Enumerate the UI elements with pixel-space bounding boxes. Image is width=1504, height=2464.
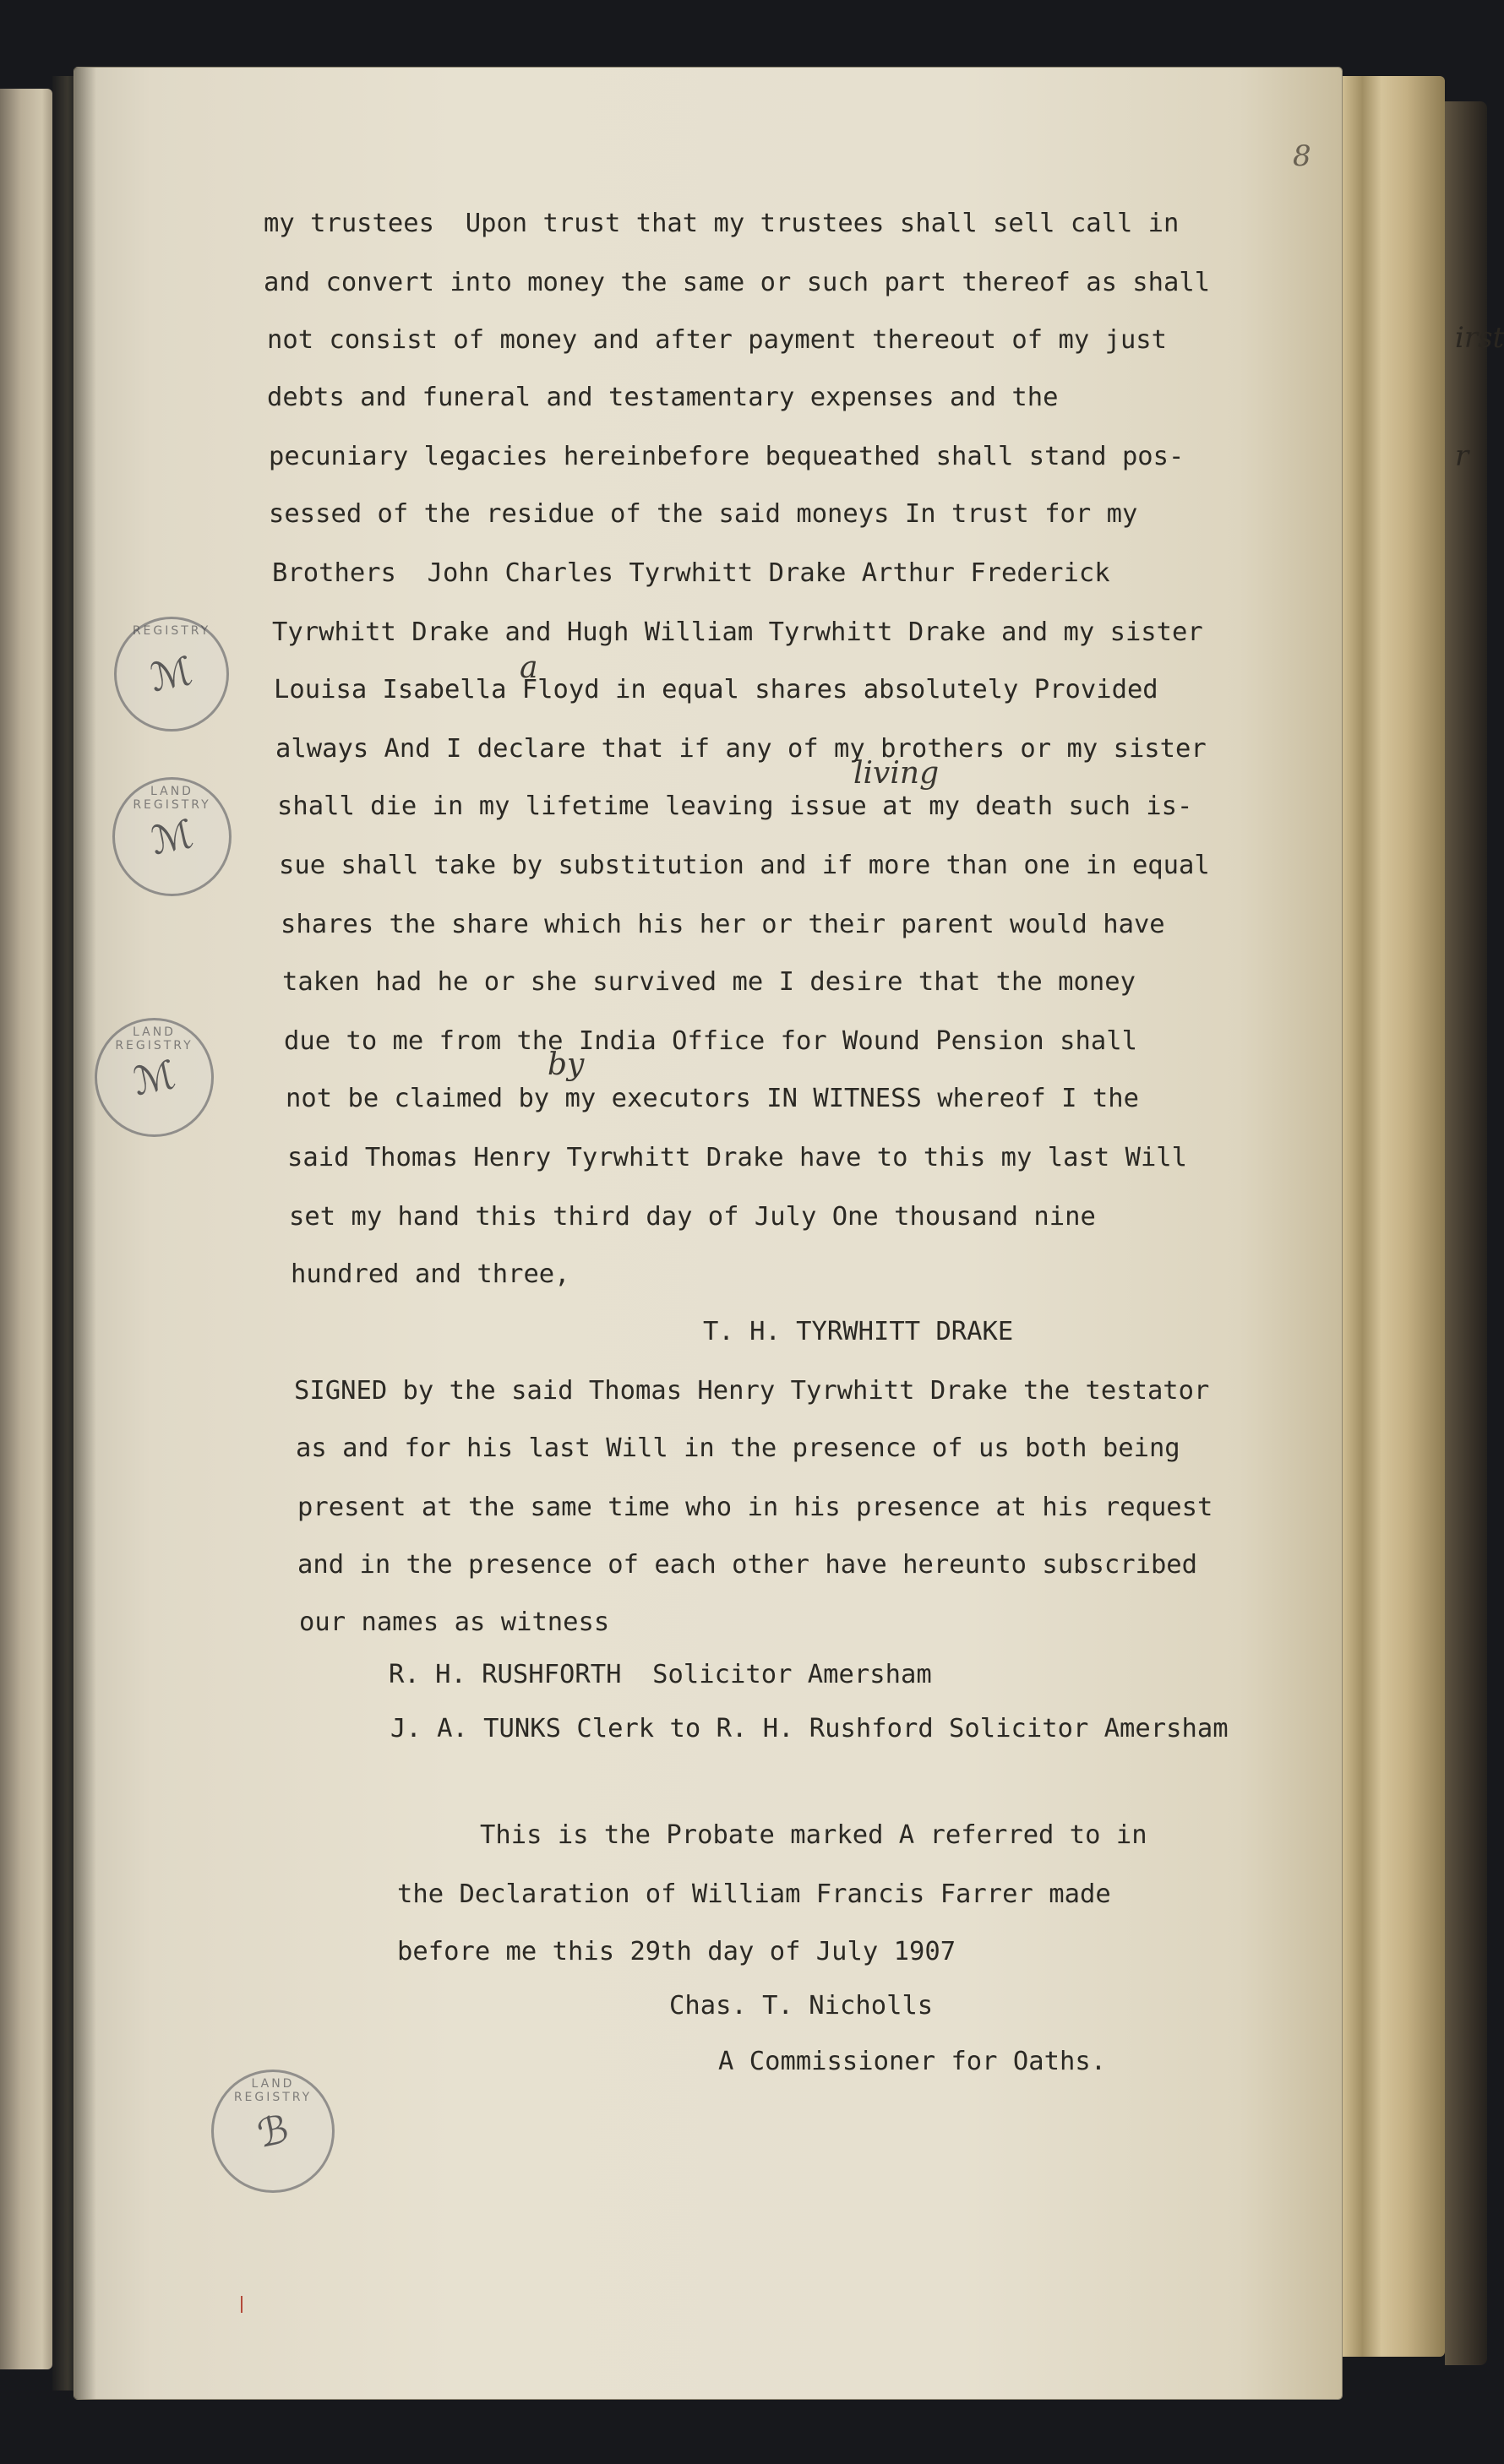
stamp-initials: ℳ <box>146 647 197 701</box>
commissioner-title: A Commissioner for Oaths. <box>718 2047 1107 2076</box>
attestation-line: SIGNED by the said Thomas Henry Tyrwhitt Drake the testator <box>294 1376 1210 1406</box>
margin-note: r <box>1455 439 1469 473</box>
attestation-line: and in the presence of each other have hereunto subscribed <box>297 1550 1198 1580</box>
adjacent-left-page <box>0 89 52 2369</box>
commissioner-name: Chas. T. Nicholls <box>669 1991 934 2021</box>
body-line: debts and funeral and testamentary expenses and the <box>267 383 1059 412</box>
body-line: not be claimed by my executors IN WITNESS whereof I the <box>286 1084 1139 1113</box>
attestation-line: present at the same time who in his presence at his request <box>297 1493 1213 1522</box>
body-line: Brothers John Charles Tyrwhitt Drake Arthur Frederick <box>272 558 1110 588</box>
body-line: shares the share which his her or their parent would have <box>281 910 1165 939</box>
body-line: Louisa Isabella Floyd in equal shares absolutely Provided <box>274 675 1158 704</box>
testator-signature: T. H. TYRWHITT DRAKE <box>703 1317 1014 1346</box>
attestation-line: as and for his last Will in the presence of us both being <box>296 1433 1180 1463</box>
body-line: taken had he or she survived me I desire that the money <box>282 967 1136 997</box>
stamp-ring-text: LAND REGISTRY <box>115 1025 193 1053</box>
body-line: pecuniary legacies hereinbefore bequeathed shall stand pos- <box>269 442 1185 471</box>
probate-line: the Declaration of William Francis Farrer made <box>397 1879 1111 1909</box>
body-line: shall die in my lifetime leaving issue at my death such is- <box>277 791 1193 821</box>
stamp-initials: ℳ <box>128 1050 180 1105</box>
registry-stamp <box>95 1018 214 1137</box>
body-line: hundred and three, <box>291 1259 570 1289</box>
body-line: due to me from the India Office for Wound Pension shall <box>284 1026 1137 1056</box>
witness-line: R. H. RUSHFORTH Solicitor Amersham <box>389 1660 932 1689</box>
red-mark <box>241 2296 242 2313</box>
registry-stamp <box>112 777 232 896</box>
will-body-text <box>264 209 1311 2076</box>
registry-stamp <box>211 2070 335 2193</box>
stamp-initials: ℳ <box>146 809 198 864</box>
stamp-ring-text: LAND REGISTRY <box>233 2077 313 2104</box>
handwritten-insertion-a: a <box>520 650 538 685</box>
attestation-line: our names as witness <box>299 1607 610 1637</box>
body-line: Tyrwhitt Drake and Hugh William Tyrwhitt Drake and my sister <box>272 617 1203 647</box>
margin-note: irst <box>1455 321 1504 355</box>
body-line: said Thomas Henry Tyrwhitt Drake have to this my last Will <box>287 1143 1188 1172</box>
handwritten-insertion-living: living <box>853 756 940 791</box>
body-line: not consist of money and after payment thereout of my just <box>267 325 1168 355</box>
stamp-ring-text: REGISTRY <box>132 624 211 638</box>
body-line: always And I declare that if any of my brothers or my sister <box>275 734 1207 764</box>
body-line: sessed of the residue of the said moneys In trust for my <box>269 499 1138 529</box>
handwritten-insertion-by: by <box>548 1047 585 1082</box>
probate-line: This is the Probate marked A referred to in <box>480 1820 1147 1850</box>
page-number: 8 <box>1293 139 1311 173</box>
probate-line: before me this 29th day of July 1907 <box>397 1937 956 1966</box>
stamp-initials: ℬ <box>253 2105 293 2157</box>
body-line: sue shall take by substitution and if more than one in equal <box>279 851 1210 880</box>
body-line: my trustees Upon trust that my trustees shall sell call in <box>264 209 1180 238</box>
page-fold-shadow <box>74 68 96 2399</box>
witness-line: J. A. TUNKS Clerk to R. H. Rushford Solicitor Amersham <box>390 1714 1229 1743</box>
body-line: and convert into money the same or such part thereof as shall <box>264 268 1211 297</box>
registry-stamp <box>114 617 229 732</box>
body-line: set my hand this third day of July One thousand nine <box>289 1202 1096 1232</box>
stamp-ring-text: LAND REGISTRY <box>133 785 211 812</box>
